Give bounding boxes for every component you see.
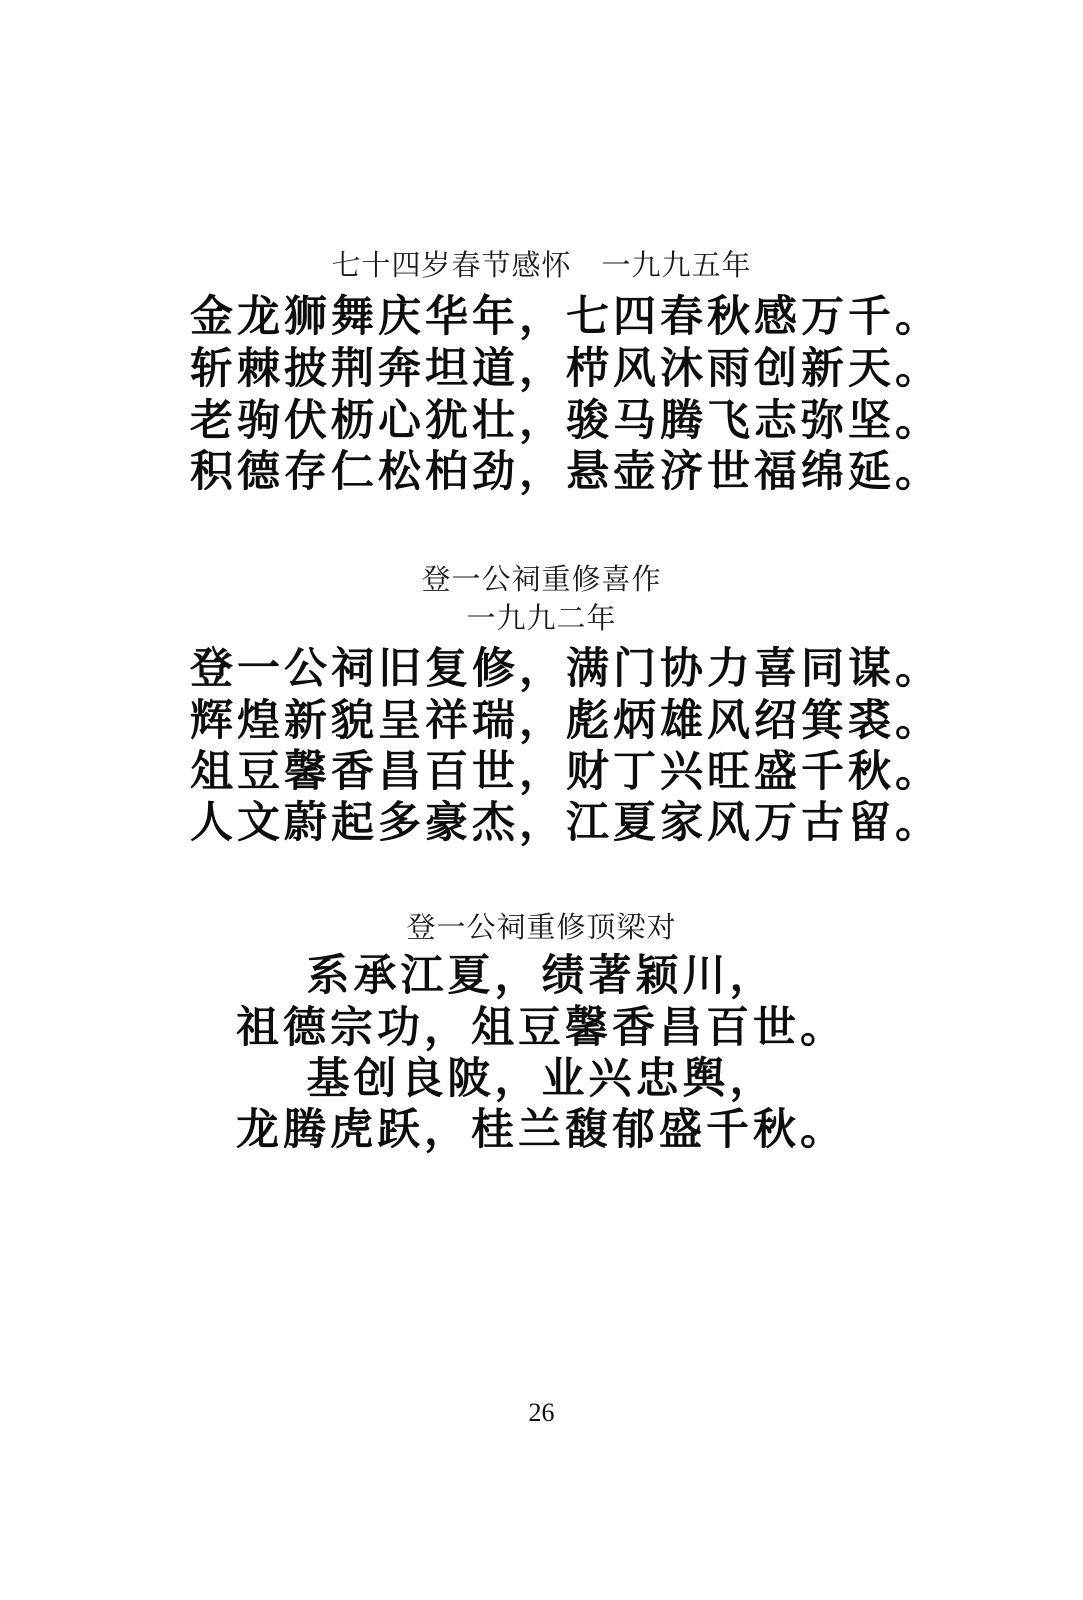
poem-1-line-2: 斩棘披荆奔坦道，栉风沐雨创新天。 — [190, 344, 942, 394]
poem-2-line-2: 辉煌新貌呈祥瑞，彪炳雄风绍箕裘。 — [190, 696, 942, 746]
couplet-line-2: 祖德宗功，俎豆馨香昌百世。 — [236, 1003, 847, 1053]
poem-2-line-1: 登一公祠旧复修，满门协力喜同谋。 — [190, 644, 942, 694]
poem-1-line-4: 积德存仁松柏劲，悬壶济世福绵延。 — [190, 447, 942, 497]
poem-1-line-1: 金龙狮舞庆华年，七四春秋感万千。 — [190, 292, 942, 342]
poem-year-2: 一九九二年 — [466, 601, 617, 635]
couplet-line-4: 龙腾虎跃，桂兰馥郁盛千秋。 — [236, 1105, 847, 1155]
poem-1-line-3: 老驹伏枥心犹壮，骏马腾飞志弥坚。 — [190, 396, 942, 446]
poem-title-1: 七十四岁春节感怀 一九九五年 — [331, 248, 752, 282]
poem-2-line-3: 俎豆馨香昌百世，财丁兴旺盛千秋。 — [190, 747, 942, 797]
page-number: 26 — [528, 1398, 555, 1427]
couplet-line-1: 系承江夏，绩著颖川， — [306, 951, 777, 1001]
poem-title-2: 登一公祠重修喜作 — [421, 562, 662, 596]
poem-2-line-4: 人文蔚起多豪杰，江夏家风万古留。 — [190, 798, 942, 848]
poem-title-3: 登一公祠重修顶梁对 — [406, 910, 677, 944]
couplet-line-3: 基创良陂，业兴忠舆， — [306, 1054, 777, 1104]
